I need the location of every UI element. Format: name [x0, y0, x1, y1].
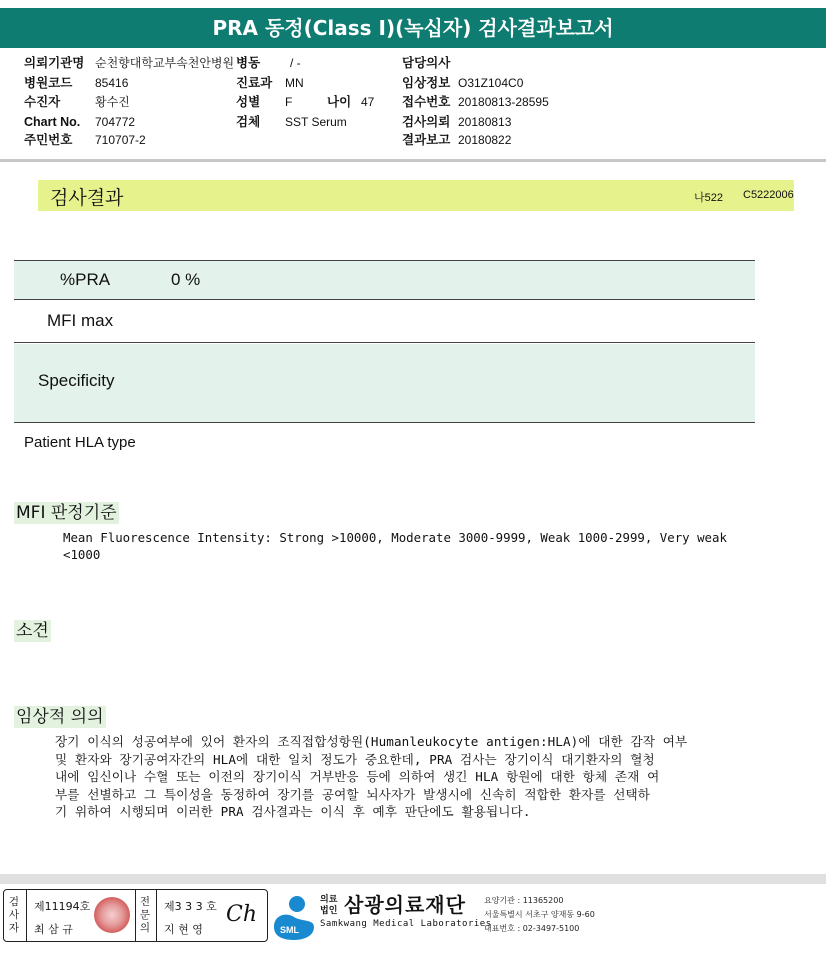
resident-value: 710707-2	[95, 133, 146, 147]
clinical-line: 및 환자와 장기공여자간의 HLA에 대한 일치 정도가 중요한데, PRA 검사는 장기이식 대기환자의 혈청	[55, 751, 655, 767]
pra-row	[14, 260, 755, 300]
examiner-label: 검사자	[8, 896, 20, 934]
footer-divider	[0, 874, 826, 884]
mfi-criteria-heading: MFI 판정기준	[16, 503, 117, 523]
resident-label: 주민번호	[24, 133, 73, 147]
institution-value: 순천향대학교부속천안병원	[95, 56, 235, 70]
specificity-row	[14, 344, 755, 423]
patient-value: 황수진	[95, 95, 130, 109]
chart-label: Chart No.	[24, 115, 81, 129]
clinical-heading: 임상적 의의	[16, 707, 104, 727]
specialist-label: 전문의	[139, 896, 151, 934]
specialist-license: 제3 3 3 호	[164, 900, 217, 913]
specimen-label: 검체	[236, 115, 261, 129]
clinical-line: 부를 선별하고 그 특이성을 동정하여 장기를 공여할 뇌사자가 발생시에 신속히 적합한 환자를 선택하	[55, 786, 651, 802]
address: 서울특별시 서초구 양재동 9-60	[484, 910, 595, 919]
signature-box	[3, 889, 268, 942]
ward-label: 병동	[236, 56, 261, 70]
age-label: 나이	[327, 95, 352, 109]
sml-logo-icon	[270, 893, 318, 941]
org-name: 삼광의료재단	[344, 893, 466, 917]
report-title: PRA 동정(Class I)(녹십자) 검사결과보고서	[0, 8, 826, 48]
clinical-text	[55, 733, 785, 821]
patient-info-section	[0, 50, 826, 162]
seal-stamp	[94, 897, 130, 933]
result-header-bar	[38, 180, 794, 211]
hospital-code-value: 85416	[95, 76, 129, 90]
mfi-max-row	[14, 301, 755, 343]
clinical-info-value: O31Z104C0	[458, 76, 524, 90]
phone: 대표번호 : 02-3497-5100	[484, 924, 580, 933]
mfi-max-label: MFI max	[47, 311, 114, 330]
specimen-value: SST Serum	[285, 115, 347, 129]
institution-label: 의뢰기관명	[24, 56, 85, 70]
mfi-criteria-line-2: <1000	[63, 547, 101, 562]
examiner-license: 제11194호	[34, 900, 91, 913]
doctor-label: 담당의사	[402, 56, 451, 70]
result-header-title: 검사결과	[50, 187, 124, 209]
report-date-label: 결과보고	[402, 133, 451, 147]
opinion-heading: 소견	[16, 621, 49, 641]
report-date-value: 20180822	[458, 133, 512, 147]
clinical-line: 기 위하여 시행되며 이러한 PRA 검사결과는 이식 후 예후 판단에도 활용됩니다.	[55, 804, 531, 819]
patient-hla-label: Patient HLA type	[24, 434, 136, 451]
ward-value: / -	[290, 56, 301, 70]
clinical-info-label: 임상정보	[402, 76, 451, 90]
org-english-name: Samkwang Medical Laboratories	[320, 919, 492, 929]
clinical-line: 장기 이식의 성공여부에 있어 환자의 조직접합성항원(Humanleukocyte antigen:HLA)에 대한 감작 여부	[55, 734, 688, 749]
pra-label: %PRA	[60, 270, 111, 289]
institution-number: 요양기관 : 11365200	[484, 896, 564, 905]
hospital-code-label: 병원코드	[24, 76, 73, 90]
examiner-name: 최 삼 규	[34, 923, 73, 936]
signature-scribble: Ch	[226, 902, 258, 927]
patient-label: 수진자	[24, 95, 61, 109]
sex-label: 성별	[236, 95, 261, 109]
dept-value: MN	[285, 76, 304, 90]
clinical-line: 내에 임신이나 수혈 또는 이전의 장기이식 거부반응 등에 의하여 생긴 HLA 항원에 대한 항체 존재 여	[55, 769, 660, 784]
sex-value: F	[285, 95, 293, 109]
request-label: 검사의뢰	[402, 115, 451, 129]
result-code-1: 나522	[694, 192, 723, 204]
dept-label: 진료과	[236, 76, 273, 90]
chart-value: 704772	[95, 115, 136, 129]
specialist-name: 지 현 영	[164, 923, 203, 936]
org-type: 의료 법인	[320, 895, 338, 916]
mfi-criteria-line-1: Mean Fluorescence Intensity: Strong >10000, Moderate 3000-9999, Weak 1000-2999, Very weak	[63, 530, 727, 545]
pra-value: 0 %	[171, 270, 201, 289]
receipt-label: 접수번호	[402, 95, 451, 109]
sml-logo-text: SML	[280, 925, 299, 935]
result-code-2: C5222006	[743, 189, 794, 201]
receipt-value: 20180813-28595	[458, 95, 549, 109]
age-value: 47	[361, 95, 375, 109]
request-value: 20180813	[458, 115, 512, 129]
specificity-label: Specificity	[38, 371, 115, 390]
